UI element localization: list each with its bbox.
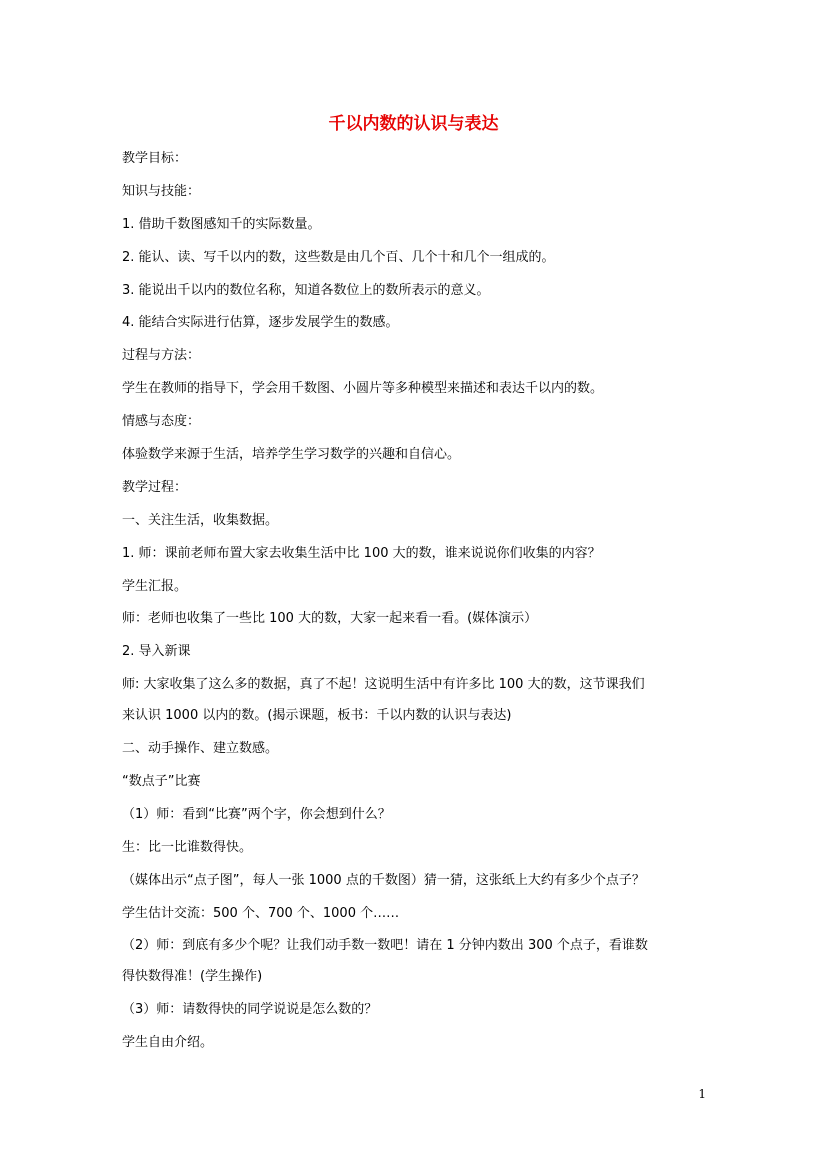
text-line: 教学过程： <box>122 479 188 495</box>
text-line: 体验数学来源于生活，培养学生学习数学的兴趣和自信心。 <box>122 447 461 463</box>
text-line: “数点子”比赛 <box>122 774 201 790</box>
text-line: 得快数得准！(学生操作) <box>122 969 263 985</box>
text-line: 二、动手操作、建立数感。 <box>122 741 279 757</box>
text-line: 来认识 1000 以内的数。(揭示课题，板书：千以内数的认识与表达) <box>122 708 512 724</box>
text-line: 教学目标： <box>122 151 188 166</box>
text-line: 1. 借助千数图感知千的实际数量。 <box>122 216 321 232</box>
document-title: 千以内数的认识与表达 <box>328 114 499 134</box>
text-line: 学生自由介绍。 <box>122 1035 214 1051</box>
text-line: 学生汇报。 <box>122 578 188 594</box>
text-line: 知识与技能： <box>122 183 201 199</box>
text-line: 4. 能结合实际进行估算，逐步发展学生的数感。 <box>122 315 399 331</box>
text-line: （3）师：请数得快的同学说说是怎么数的？ <box>122 1002 378 1018</box>
document-body <box>122 148 706 1065</box>
text-line: （2）师：到底有多少个呢？让我们动手数一数吧！请在 1 分钟内数出 300 个点子，看谁数 <box>122 938 648 954</box>
text-line: 师：老师也收集了一些比 100 大的数，大家一起来看一看。(媒体演示） <box>122 611 538 627</box>
text-line: 学生估计交流：500 个、700 个、1000 个…… <box>122 905 400 921</box>
text-line: 3. 能说出千以内的数位名称，知道各数位上的数所表示的意义。 <box>122 282 490 298</box>
text-line: 一、关注生活，收集数据。 <box>122 512 279 528</box>
text-line: 过程与方法： <box>122 348 201 364</box>
text-line: 1. 师：课前老师布置大家去收集生活中比 100 大的数，谁来说说你们收集的内容？ <box>122 545 601 561</box>
text-line: 学生在教师的指导下，学会用千数图、小圆片等多种模型来描述和表达千以内的数。 <box>122 381 604 397</box>
text-line: 2. 能认、读、写千以内的数，这些数是由几个百、几个十和几个一组成的。 <box>122 249 555 265</box>
text-line: 情感与态度： <box>122 414 201 430</box>
text-line: 2. 导入新课 <box>122 644 191 660</box>
text-line: 师: 大家收集了这么多的数据，真了不起！这说明生活中有许多比 100 大的数，这节课我们 <box>122 677 645 693</box>
page-number: 1 <box>698 1087 706 1101</box>
text-line: （媒体出示“点子图”，每人一张 1000 点的千数图）猜一猜，这张纸上大约有多少个点子？ <box>122 872 645 888</box>
text-line: 生：比一比谁数得快。 <box>122 839 253 855</box>
text-line: （1）师：看到“比赛”两个字，你会想到什么？ <box>122 806 391 822</box>
